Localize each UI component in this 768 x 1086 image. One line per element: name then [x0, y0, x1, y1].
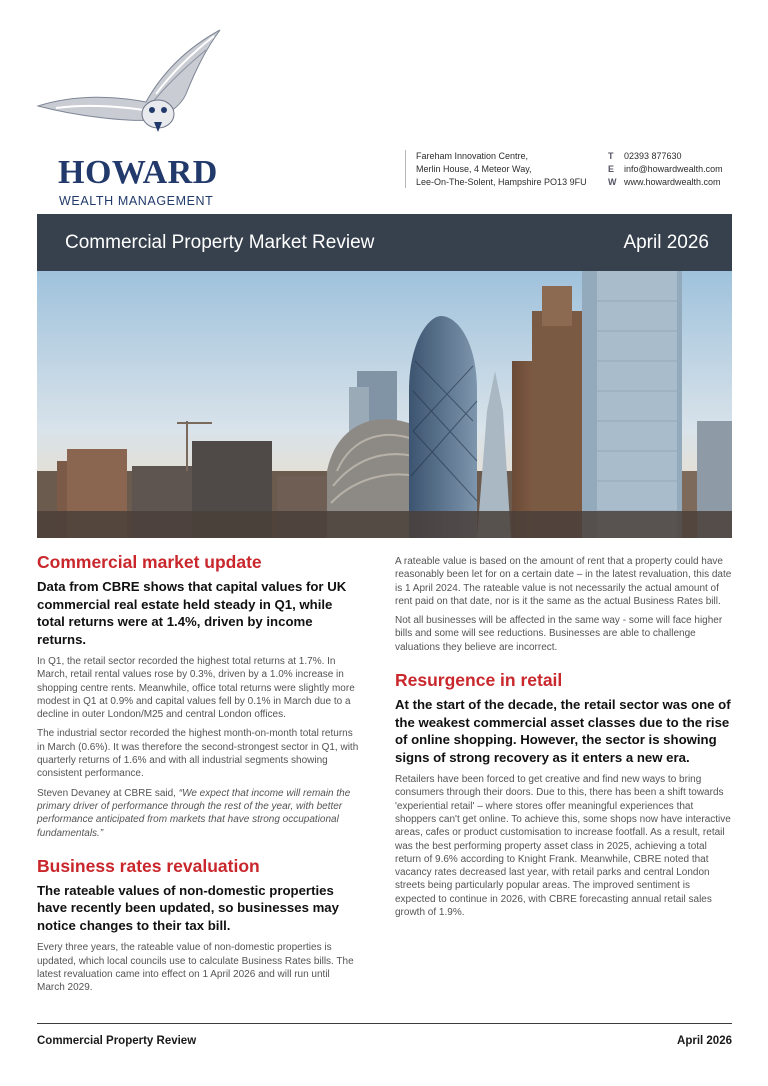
- contact-details: [608, 150, 723, 189]
- footer-divider: [37, 1023, 732, 1024]
- contact-address: [405, 150, 605, 188]
- quote-attribution: Steven Devaney at CBRE said,: [37, 787, 179, 799]
- business-rates-paragraph: Every three years, the rateable value of non-domestic properties is updated, which local councils use to calculate Business Rates bills. The latest revaluation came into effect on 1 April 2026 and will run until March 2029.: [37, 942, 354, 994]
- phone-key: T: [608, 151, 614, 161]
- email-row: [608, 163, 723, 176]
- section-heading-market-update: Commercial market update: [37, 552, 262, 572]
- logo: [36, 24, 226, 208]
- web-row: [608, 176, 723, 189]
- business-rates-lead: The rateable values of non-domestic properties have recently been updated, so businesses may notice changes to their tax bill.: [37, 882, 339, 933]
- email-key: E: [608, 164, 615, 174]
- section-heading-business-rates: Business rates revaluation: [37, 855, 260, 876]
- business-rates-paragraph: A rateable value is based on the amount of rent that a property could have reasonably been let for on a certain date – in the latest revaluation, this date is 1 April 2024. The rateable value is not necessarily the actual amount of rent paid on that date, nor is it the same as the actual Business Rates bill.: [395, 556, 732, 607]
- market-update-quote-paragraph: [37, 787, 359, 840]
- quote-text: “We expect that income will remain the primary driver of performance through the rest of the year, with better performance anticipated from markets that have strong occupational fundamentals.”: [37, 787, 351, 839]
- footer-publication-title: Commercial Property Review: [37, 1035, 197, 1047]
- address-line: Merlin House, 4 Meteor Way,: [416, 164, 532, 174]
- market-update-lead: Data from CBRE shows that capital values for UK commercial real estate held steady in Q1, while total returns were at 1.4%, driven by income returns.: [37, 579, 347, 647]
- market-update-paragraph: In Q1, the retail sector recorded the highest total returns at 1.7%. In March, retail rental values rose by 0.3%, driven by a 1.0% increase in shopping centre rents. Meanwhile, office total returns were slightly more modest in Q1 at 0.9% and capital values fell by 0.1% in March due to a decline in outer London/M25 and central London offices.: [37, 656, 355, 721]
- right-column: [395, 555, 733, 925]
- phone-number[interactable]: 02393 877630: [624, 151, 682, 161]
- footer-date: April 2026: [677, 1035, 732, 1047]
- business-rates-paragraph: Not all businesses will be affected in the same way - some will face higher bills and some will see reductions. Businesses are able to challenge valuations they believe are incorrect.: [395, 615, 723, 653]
- web-key: W: [608, 177, 617, 187]
- skyline-illustration: [37, 271, 732, 538]
- left-column: [37, 552, 359, 1001]
- phone-row: [608, 150, 723, 163]
- email-link[interactable]: info@howardwealth.com: [624, 164, 723, 174]
- address-line: Lee-On-The-Solent, Hampshire PO13 9FU: [416, 177, 587, 187]
- brand-subtitle: WEALTH MANAGEMENT: [59, 194, 214, 208]
- hero-skyline-image: [37, 271, 732, 538]
- brand-name: HOWARD: [58, 154, 218, 191]
- owl-logo-icon: [36, 24, 226, 134]
- section-heading-retail: Resurgence in retail: [395, 670, 563, 691]
- retail-lead: At the start of the decade, the retail sector was one of the weakest commercial asset classes due to the rise of online shopping. However, the sector is showing signs of strong recovery as it enters a new era.: [395, 697, 731, 765]
- issue-date: April 2026: [623, 232, 709, 253]
- retail-paragraph: Retailers have been forced to get creative and find new ways to bring consumers through their doors. Due to this, there has been a shift towards 'experiential retail' – where stores offer meaningful experiences that shoppers can't get online. To achieve this, some shops now have interactive areas, cafes or product customisation to increase footfall. As a result, retail was the best performing property asset class in 2025, achieving a total return of 9.6% according to Knight Frank. Meanwhile, CBRE noted that vacancy rates decreased last year, with retail parks and central London streets being particularly popular areas. The improved sentiment is expected to continue in 2026, with CBRE forecasting annual retail sales growth of 1.9%.: [395, 774, 731, 919]
- market-update-paragraph: The industrial sector recorded the highest month-on-month total returns in March (0.6%). It was therefore the second-strongest sector in Q1, with quarterly returns of 1.6% and with all industrial segments showing consistent performance.: [37, 728, 359, 780]
- website-link[interactable]: www.howardwealth.com: [624, 177, 721, 187]
- page-title: Commercial Property Market Review: [65, 232, 375, 253]
- title-banner: [37, 214, 732, 271]
- address-line: Fareham Innovation Centre,: [416, 151, 529, 161]
